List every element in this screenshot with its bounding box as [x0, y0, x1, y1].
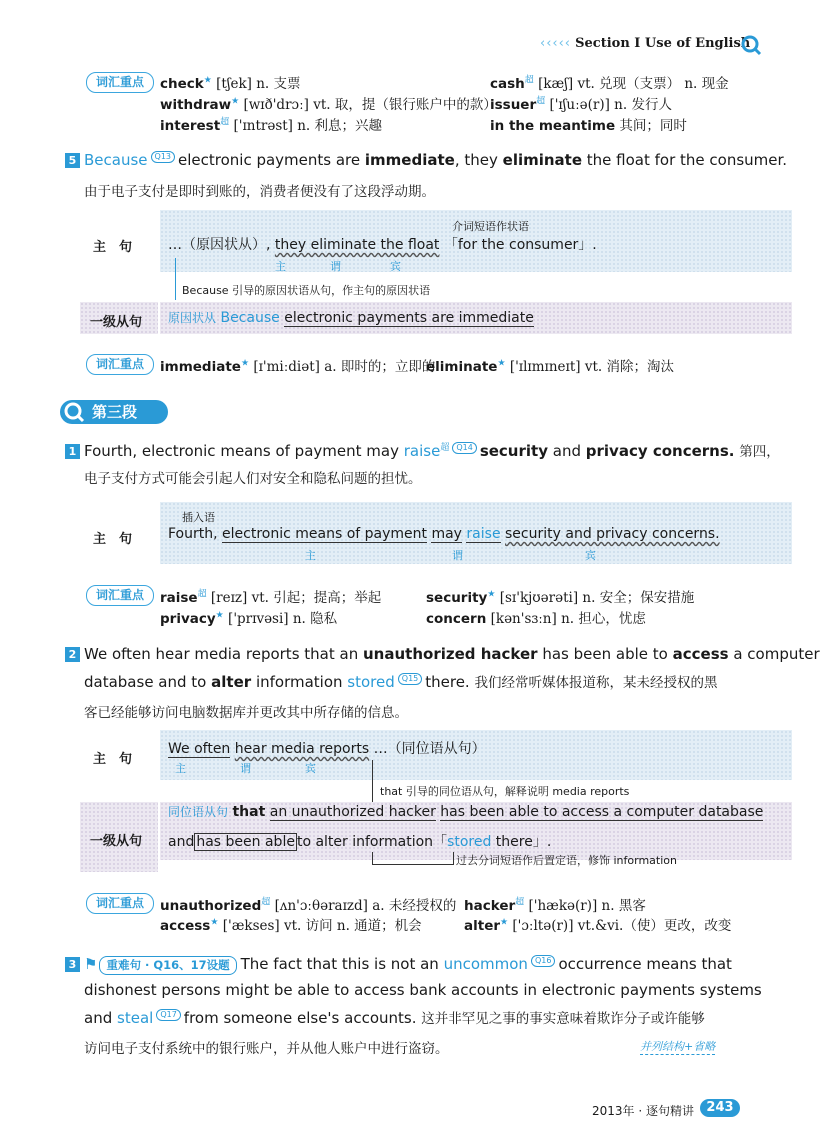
difficulty-badge: 重难句 · Q16、17设题	[99, 956, 236, 975]
page-header	[540, 36, 750, 51]
label-verb: 谓	[330, 260, 341, 273]
main-clause-label: 主 句	[93, 532, 133, 547]
past-bracket	[372, 852, 454, 865]
vocab-privacy: privacy★ ['prɪvəsi] n. 隐私	[160, 610, 338, 627]
paragraph-title: 第三段	[60, 400, 168, 424]
vocab-eliminate: eliminate★ ['ɪlɪmɪneɪt] vt. 消除；淘汰	[426, 358, 674, 375]
label-verb: 谓	[240, 762, 251, 775]
vocab-immediate: immediate★ [ɪ'miːdiət] a. 即时的；立即的	[160, 358, 436, 375]
vocab-interest: interest$^超$ ['ɪntrəst] n. 利息；兴趣	[160, 117, 383, 134]
vocab-check: check★ [tʃek] n. 支票	[160, 75, 301, 92]
page-number: 243	[700, 1099, 740, 1117]
header-arrows: ‹‹‹‹‹	[540, 36, 571, 51]
sentence-1-translation: 电子支付方式可能会引起人们对安全和隐私问题的担忧。	[84, 471, 422, 487]
insert-note: 插入语	[182, 511, 215, 524]
footer-label: 2013年 · 逐句精讲	[592, 1104, 694, 1118]
vocab-hacker: hacker$^超$ ['hækə(r)] n. 黑客	[464, 897, 646, 914]
prep-note: 介词短语作状语	[452, 220, 529, 233]
link-line	[175, 258, 176, 300]
vocab-unauthorized: unauthorized$^超$ [ʌn'ɔːθəraɪzd] a. 未经授权的	[160, 897, 457, 914]
vocab-concern: concern [kən'sɜːn] n. 担心，忧虑	[426, 611, 646, 627]
search-icon	[63, 401, 85, 423]
section-title: Section I Use of English	[575, 36, 751, 51]
sub-clause-row1: 同位语从句 that an unauthorized hacker has been able to access a computer database	[168, 804, 764, 820]
label-subject: 主	[175, 762, 186, 775]
sentence-3-line3: and steal Q17 from someone else's accounts. 这并非罕见之事的事实意味着欺诈分子或许能够	[84, 1009, 705, 1027]
link-note: that 引导的同位语从句，解释说明 media reports	[380, 785, 630, 798]
sentence-2-translation: 客已经能够访问电脑数据库并更改其中所存储的信息。	[84, 705, 408, 721]
vocab-alter: alter★ ['ɔːltə(r)] vt.&vi.（使）更改，改变	[464, 917, 732, 934]
sentence-2-line1: 2 We often hear media reports that an unauthorized hacker has been able to access a computer	[65, 644, 820, 664]
link-line	[372, 760, 373, 802]
label-subject: 主	[305, 549, 316, 562]
sub-clause-row2: and has been able to alter information「stored there」.	[168, 834, 552, 850]
sentence-2-line2: database and to alter information stored Q15 there. 我们经常听媒体报道称，某未经授权的黑	[84, 673, 718, 691]
label-object: 宾	[305, 762, 316, 775]
sentence-1: 1 Fourth, electronic means of payment may raise$^超$ Q14 security and privacy concerns. 第四，	[65, 438, 780, 462]
vocab-access: access★ ['ækses] vt. 访问 n. 通道；机会	[160, 917, 422, 934]
label-subject: 主	[275, 260, 286, 273]
vocab-tag: 词汇重点	[86, 893, 154, 914]
vocab-issuer: issuer$^超$ ['ɪʃuːə(r)] n. 发行人	[490, 96, 672, 113]
vocab-cash: cash$^超$ [kæʃ] vt. 兑现（支票） n. 现金	[490, 75, 729, 92]
main-clause-text: Fourth, electronic means of payment may raise security and privacy concerns.	[168, 526, 720, 542]
sentence-5-translation: 由于电子支付是即时到账的，消费者便没有了这段浮动期。	[84, 184, 435, 200]
label-object: 宾	[585, 549, 596, 562]
sub-clause-label: 一级从句	[90, 834, 143, 849]
vocab-tag: 词汇重点	[86, 354, 154, 375]
search-icon	[740, 34, 762, 56]
sentence-5: 5 Because Q13 electronic payments are immediate, they eliminate the float for the consumer.	[65, 150, 787, 170]
main-clause-text: We often hear media reports …（同位语从句）	[168, 741, 486, 757]
structure-hint: 并列结构+省略	[640, 1040, 716, 1053]
label-object: 宾	[390, 260, 401, 273]
vocab-withdraw: withdraw★ [wɪð'drɔː] vt. 取，提（银行账户中的款）	[160, 96, 497, 113]
vocab-tag: 词汇重点	[86, 585, 154, 606]
vocab-tag: 词汇重点	[86, 72, 154, 93]
sentence-3-line1: 3 ⚑ 重难句 · Q16、17设题 The fact that this is not an uncommon Q16 occurrence means that	[65, 954, 732, 975]
main-clause-text: …（原因状从）, they eliminate the float 「for the consumer」.	[168, 237, 597, 253]
label-verb: 谓	[452, 549, 463, 562]
main-clause-label: 主 句	[93, 752, 133, 767]
main-clause-label: 主 句	[93, 240, 133, 255]
flag-icon: ⚑	[84, 955, 98, 973]
past-note: 过去分词短语作后置定语，修饰 information	[456, 854, 677, 867]
sentence-3-translation: 访问电子支付系统中的银行账户，并从他人账户中进行盗窃。	[84, 1041, 449, 1057]
vocab-raise: raise$^超$ [reɪz] vt. 引起；提高；举起	[160, 589, 382, 606]
sub-clause-label: 一级从句	[90, 315, 143, 330]
vocab-meantime: in the meantime 其间；同时	[490, 118, 687, 134]
vocab-security: security★ [sɪ'kjʊərəti] n. 安全；保安措施	[426, 589, 695, 606]
sentence-3-line2: dishonest persons might be able to access bank accounts in electronic payments systems	[84, 981, 762, 999]
link-note: Because 引导的原因状语从句，作主句的原因状语	[182, 284, 431, 297]
sub-clause-text: 原因状从 Because electronic payments are immediate	[168, 310, 534, 326]
